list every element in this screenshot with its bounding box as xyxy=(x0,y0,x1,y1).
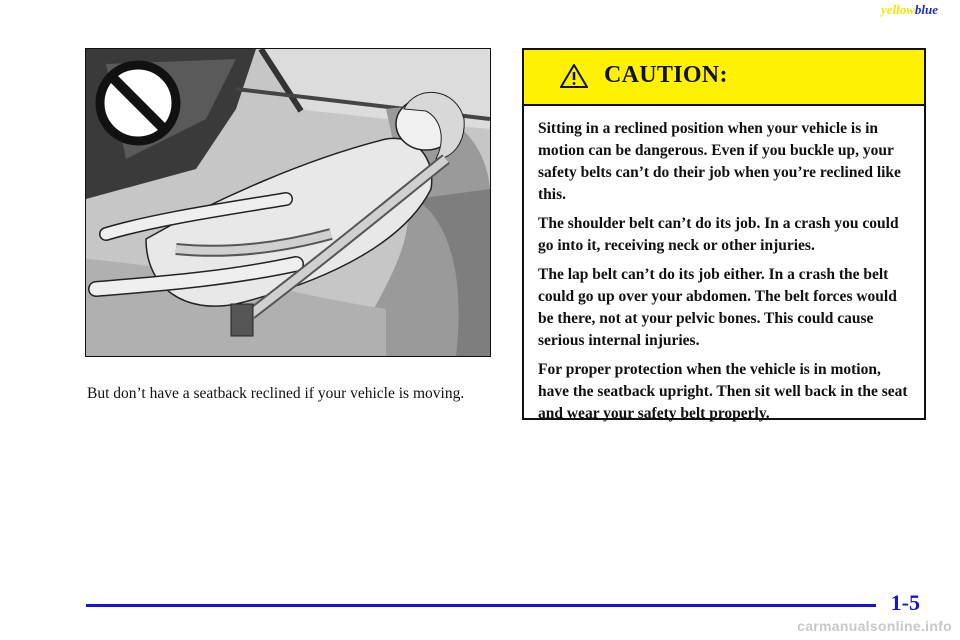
footer-rule xyxy=(86,604,876,607)
header-tag-yellow: yellow xyxy=(880,2,915,17)
watermark: carmanualsonline.info xyxy=(797,618,952,634)
caution-paragraph: For proper protection when the vehicle is in motion, have the seatback upright. Then sit well back in the seat and wear your safety belt properly. xyxy=(538,361,908,422)
header-tag-blue: blue xyxy=(914,2,938,17)
header-tag xyxy=(881,2,938,18)
warning-icon xyxy=(560,64,588,88)
caution-header xyxy=(524,50,924,106)
body-text: But don’t have a seatback reclined if your vehicle is moving. xyxy=(87,385,465,402)
caution-title: CAUTION: xyxy=(604,62,728,88)
caution-paragraph: The shoulder belt can’t do its job. In a crash you could go into it, receiving neck or other injuries. xyxy=(538,215,899,254)
caution-paragraph: The lap belt can’t do its job either. In a crash the belt could go up over your abdomen. The belt forces would be there, not at your pelvic bones. This could cause serious internal injuries. xyxy=(538,266,897,349)
prohibition-icon xyxy=(100,65,176,141)
caution-box xyxy=(522,48,926,420)
page-number: 1-5 xyxy=(890,590,920,615)
caution-paragraph: Sitting in a reclined position when your vehicle is in motion can be dangerous. Even if you buckle up, your safety belts can’t do their job when you’re reclined like this. xyxy=(538,120,901,203)
reclined-seat-illustration xyxy=(85,48,491,357)
caution-body xyxy=(524,106,924,425)
